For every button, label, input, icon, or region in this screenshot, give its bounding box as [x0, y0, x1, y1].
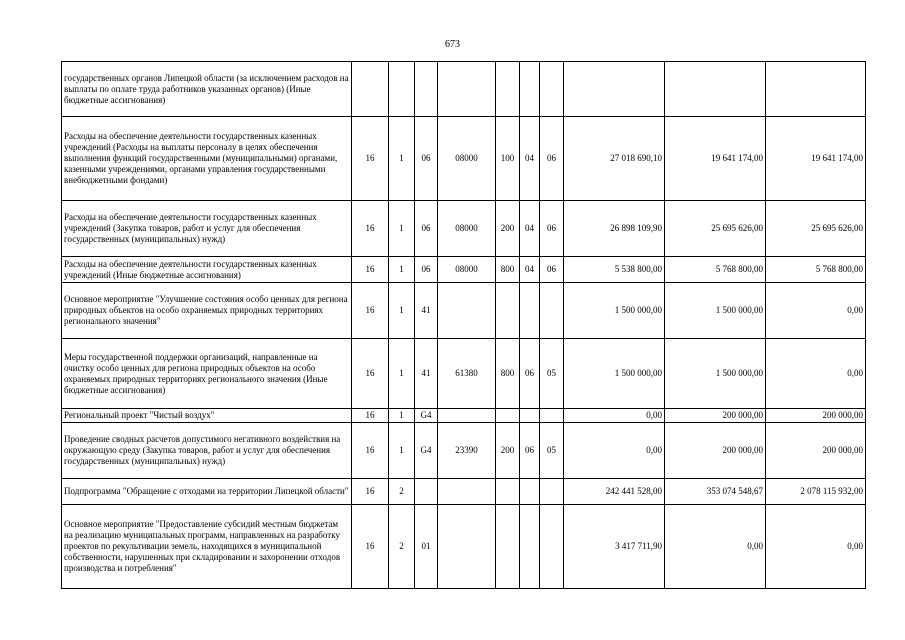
expense-type-cell [496, 505, 520, 589]
direction-code-cell [438, 62, 496, 117]
table-row [62, 479, 866, 505]
amount-year1-cell: 26 898 109,90 [564, 201, 665, 257]
gp-code-cell: 16 [352, 339, 389, 409]
event-code-cell: 06 [415, 117, 438, 201]
subsection-cell [540, 479, 564, 505]
direction-code-cell [438, 283, 496, 339]
row-description: Расходы на обеспечение деятельности государственных казенных учреждений (Расходы на выплаты персоналу в целях обеспечения выполнения функций государственными (муниципальными) органами, казенными учреждениями, органами управления государственными внебюджетными фондами) [62, 117, 352, 201]
expense-type-cell: 800 [496, 257, 520, 283]
section-cell: 04 [520, 257, 540, 283]
amount-year3-cell: 0,00 [766, 283, 866, 339]
expense-type-cell [496, 283, 520, 339]
expense-type-cell [496, 479, 520, 505]
expense-type-cell: 200 [496, 423, 520, 479]
budget-table [61, 61, 866, 589]
gp-code-cell: 16 [352, 257, 389, 283]
gp-code-cell: 16 [352, 201, 389, 257]
event-code-cell: G4 [415, 423, 438, 479]
subprogram-cell: 2 [389, 479, 415, 505]
direction-code-cell: 08000 [438, 257, 496, 283]
table-row [62, 423, 866, 479]
direction-code-cell: 23390 [438, 423, 496, 479]
gp-code-cell: 16 [352, 505, 389, 589]
row-description: Расходы на обеспечение деятельности государственных казенных учреждений (Иные бюджетные ассигнования) [62, 257, 352, 283]
section-cell: 04 [520, 201, 540, 257]
amount-year1-cell [564, 62, 665, 117]
amount-year1-cell: 1 500 000,00 [564, 339, 665, 409]
row-description: Основное мероприятие "Предоставление субсидий местным бюджетам на реализацию муниципальных программ, направленных на разработку проектов по рекультивации земель, находящихся в муниципальной собственности, нарушенных при складировании и захоронении отходов производства и потребления" [62, 505, 352, 589]
amount-year1-cell: 5 538 800,00 [564, 257, 665, 283]
expense-type-cell: 200 [496, 201, 520, 257]
gp-code-cell [352, 62, 389, 117]
amount-year2-cell: 5 768 800,00 [665, 257, 766, 283]
subprogram-cell: 1 [389, 283, 415, 339]
subsection-cell: 05 [540, 423, 564, 479]
row-description: государственных органов Липецкой области (за исключением расходов на выплаты по оплате труда работников указанных органов) (Иные бюджетные ассигнования) [62, 62, 352, 117]
amount-year1-cell: 3 417 711,90 [564, 505, 665, 589]
section-cell: 06 [520, 339, 540, 409]
amount-year2-cell: 25 695 626,00 [665, 201, 766, 257]
direction-code-cell [438, 409, 496, 423]
gp-code-cell: 16 [352, 423, 389, 479]
section-cell [520, 505, 540, 589]
table-row [62, 339, 866, 409]
subsection-cell [540, 62, 564, 117]
gp-code-cell: 16 [352, 283, 389, 339]
direction-code-cell [438, 505, 496, 589]
amount-year2-cell: 353 074 548,67 [665, 479, 766, 505]
subsection-cell [540, 283, 564, 339]
amount-year3-cell [766, 62, 866, 117]
amount-year2-cell: 200 000,00 [665, 423, 766, 479]
amount-year2-cell: 1 500 000,00 [665, 339, 766, 409]
table-row [62, 62, 866, 117]
section-cell: 04 [520, 117, 540, 201]
expense-type-cell: 800 [496, 339, 520, 409]
event-code-cell: 01 [415, 505, 438, 589]
expense-type-cell [496, 62, 520, 117]
amount-year3-cell: 19 641 174,00 [766, 117, 866, 201]
row-description: Меры государственной поддержки организаций, направленные на очистку особо ценных для региона природных объектов на особо охраняемых природных территориях регионального значения (Иные бюджетные ассигнования) [62, 339, 352, 409]
amount-year3-cell: 200 000,00 [766, 409, 866, 423]
amount-year1-cell: 0,00 [564, 423, 665, 479]
event-code-cell: 41 [415, 339, 438, 409]
gp-code-cell: 16 [352, 409, 389, 423]
event-code-cell: 41 [415, 283, 438, 339]
section-cell: 06 [520, 423, 540, 479]
gp-code-cell: 16 [352, 117, 389, 201]
amount-year3-cell: 2 078 115 932,00 [766, 479, 866, 505]
event-code-cell: G4 [415, 409, 438, 423]
section-cell [520, 62, 540, 117]
gp-code-cell: 16 [352, 479, 389, 505]
event-code-cell [415, 62, 438, 117]
amount-year3-cell: 0,00 [766, 339, 866, 409]
amount-year2-cell: 1 500 000,00 [665, 283, 766, 339]
subprogram-cell: 1 [389, 201, 415, 257]
section-cell [520, 409, 540, 423]
row-description: Региональный проект "Чистый воздух" [62, 409, 352, 423]
table-row [62, 505, 866, 589]
expense-type-cell [496, 409, 520, 423]
amount-year2-cell: 19 641 174,00 [665, 117, 766, 201]
direction-code-cell: 08000 [438, 201, 496, 257]
expense-type-cell: 100 [496, 117, 520, 201]
amount-year2-cell: 0,00 [665, 505, 766, 589]
table-row [62, 283, 866, 339]
event-code-cell: 06 [415, 201, 438, 257]
subsection-cell [540, 409, 564, 423]
amount-year2-cell [665, 62, 766, 117]
table-row [62, 257, 866, 283]
amount-year3-cell: 0,00 [766, 505, 866, 589]
subprogram-cell: 1 [389, 409, 415, 423]
amount-year2-cell: 200 000,00 [665, 409, 766, 423]
table-row [62, 409, 866, 423]
amount-year1-cell: 1 500 000,00 [564, 283, 665, 339]
subprogram-cell [389, 62, 415, 117]
subprogram-cell: 1 [389, 423, 415, 479]
row-description: Основное мероприятие "Улучшение состояния особо ценных для региона природных объектов на особо охраняемых природных территориях регионального значения" [62, 283, 352, 339]
row-description: Подпрограмма "Обращение с отходами на территории Липецкой области" [62, 479, 352, 505]
direction-code-cell [438, 479, 496, 505]
subsection-cell [540, 505, 564, 589]
subsection-cell: 06 [540, 201, 564, 257]
row-description: Проведение сводных расчетов допустимого негативного воздействия на окружающую среду (Закупка товаров, работ и услуг для обеспечения государственных (муниципальных) нужд) [62, 423, 352, 479]
amount-year3-cell: 25 695 626,00 [766, 201, 866, 257]
row-description: Расходы на обеспечение деятельности государственных казенных учреждений (Закупка товаров, работ и услуг для обеспечения государственных (муниципальных) нужд) [62, 201, 352, 257]
subsection-cell: 06 [540, 257, 564, 283]
section-cell [520, 283, 540, 339]
subprogram-cell: 1 [389, 339, 415, 409]
event-code-cell: 06 [415, 257, 438, 283]
amount-year1-cell: 0,00 [564, 409, 665, 423]
table-row [62, 201, 866, 257]
table-body [62, 62, 866, 589]
section-cell [520, 479, 540, 505]
event-code-cell [415, 479, 438, 505]
subprogram-cell: 1 [389, 257, 415, 283]
direction-code-cell: 08000 [438, 117, 496, 201]
subsection-cell: 06 [540, 117, 564, 201]
subprogram-cell: 1 [389, 117, 415, 201]
amount-year3-cell: 200 000,00 [766, 423, 866, 479]
subsection-cell: 05 [540, 339, 564, 409]
table-row [62, 117, 866, 201]
direction-code-cell: 61380 [438, 339, 496, 409]
amount-year1-cell: 27 018 690,10 [564, 117, 665, 201]
page-number: 673 [445, 39, 460, 50]
amount-year1-cell: 242 441 528,00 [564, 479, 665, 505]
amount-year3-cell: 5 768 800,00 [766, 257, 866, 283]
subprogram-cell: 2 [389, 505, 415, 589]
